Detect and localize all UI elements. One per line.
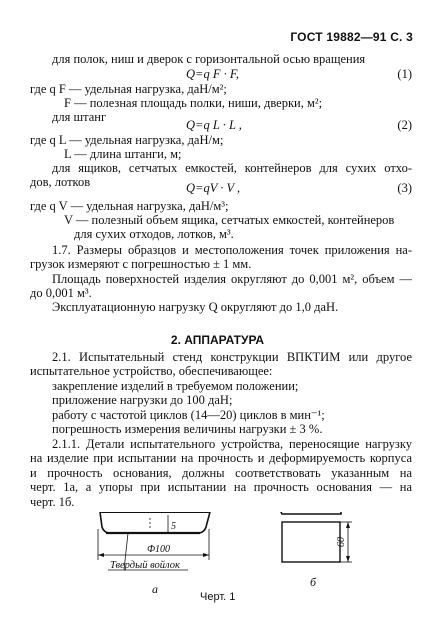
dim-60: 60 bbox=[336, 537, 347, 547]
where-q-f: где q F — удельная нагрузка, даН/м²; bbox=[30, 82, 227, 96]
dim-5: 5 bbox=[171, 521, 176, 532]
clause-1-7-line1: 1.7. Размеры образцов и местоположения точек приложения на- bbox=[52, 243, 412, 257]
clause-2-1-line4: приложение нагрузки до 100 даН; bbox=[52, 393, 233, 407]
figure-a-label: а bbox=[152, 582, 158, 596]
figure-b-label: б bbox=[310, 575, 317, 589]
pad-outline bbox=[100, 512, 210, 533]
clause-2-1-1-line4: черт. 1а, а упоры при испытании на прочность основания — на bbox=[30, 480, 412, 494]
equation-number-1: (1) bbox=[397, 67, 412, 81]
clause-2-1-line5: работу с частотой циклов (14—20) циклов в мин⁻¹; bbox=[52, 408, 325, 422]
clause-2-1-line1: 2.1. Испытательный стенд конструкции ВПКТИМ или другое bbox=[52, 350, 412, 364]
formula-1: Q=q F · F, bbox=[186, 67, 239, 81]
clause-1-7-line3: Площадь поверхностей изделия округляют до 0,001 м², объем — bbox=[52, 272, 412, 286]
figure-b bbox=[268, 512, 352, 589]
figure-caption: Черт. 1 bbox=[200, 591, 236, 603]
where-q-l: где q L — удельная нагрузка, даН/м; bbox=[30, 133, 224, 147]
where-V-line1: V — полезный объем ящика, сетчатых емкостей, контейнеров bbox=[64, 213, 395, 227]
felt-label: Твердый войлок bbox=[110, 560, 180, 571]
where-L: L — длина штанги, м; bbox=[64, 147, 182, 161]
intro-shelves: для полок, ниш и дверок с горизонтальной осью вращения bbox=[52, 52, 366, 66]
clause-1-7-line2: грузок измеряют с погрешностью ± 1 мм. bbox=[30, 257, 252, 271]
equation-number-3: (3) bbox=[397, 181, 412, 195]
clause-2-1-1-line2: на изделие при испытании на прочность и деформируемость корпуса bbox=[30, 451, 412, 465]
intro-rods: для штанг bbox=[52, 110, 107, 124]
clause-2-1-line3: закрепление изделий в требуемом положении; bbox=[52, 379, 299, 393]
clause-2-1-1-line1: 2.1.1. Детали испытательного устройства, переносящие нагрузку bbox=[52, 437, 412, 451]
clause-2-1-line2: испытательное устройство, обеспечивающее: bbox=[30, 364, 273, 378]
formula-2: Q=q L · L , bbox=[186, 118, 242, 132]
intro-boxes-line2: дов, лотков bbox=[30, 175, 91, 189]
figure-a bbox=[98, 512, 210, 596]
clause-1-7-line5: Эксплуатационную нагрузку Q округляют до 1,0 даН. bbox=[52, 300, 339, 314]
where-F: F — полезная площадь полки, ниши, дверки, м²; bbox=[64, 96, 323, 110]
stop-outline bbox=[268, 512, 341, 514]
clause-1-7-line4: до 0,001 м³. bbox=[30, 286, 92, 300]
clause-2-1-1-line5: черт. 1б. bbox=[30, 495, 75, 509]
page-header: ГОСТ 19882—91 С. 3 bbox=[290, 30, 413, 44]
where-q-v: где q V — удельная нагрузка, даН/м³; bbox=[30, 199, 229, 213]
equation-number-2: (2) bbox=[397, 118, 412, 132]
intro-boxes-line1: для ящиков, сетчатых емкостей, контейнеров для сухих отхо- bbox=[52, 161, 412, 175]
where-V-line2: для сухих отходов, лотков, м³. bbox=[74, 227, 234, 241]
clause-2-1-1-line3: и прочность основания, должны соответствовать указанным на bbox=[30, 466, 412, 480]
dim-phi100: Ф100 bbox=[147, 544, 171, 555]
clause-2-1-line6: погрешность измерения величины нагрузки ± 3 %. bbox=[52, 422, 323, 436]
section-title: 2. АППАРАТУРА bbox=[170, 333, 265, 347]
formula-3: Q=qV · V , bbox=[186, 181, 241, 195]
stop-side-view bbox=[282, 522, 340, 562]
